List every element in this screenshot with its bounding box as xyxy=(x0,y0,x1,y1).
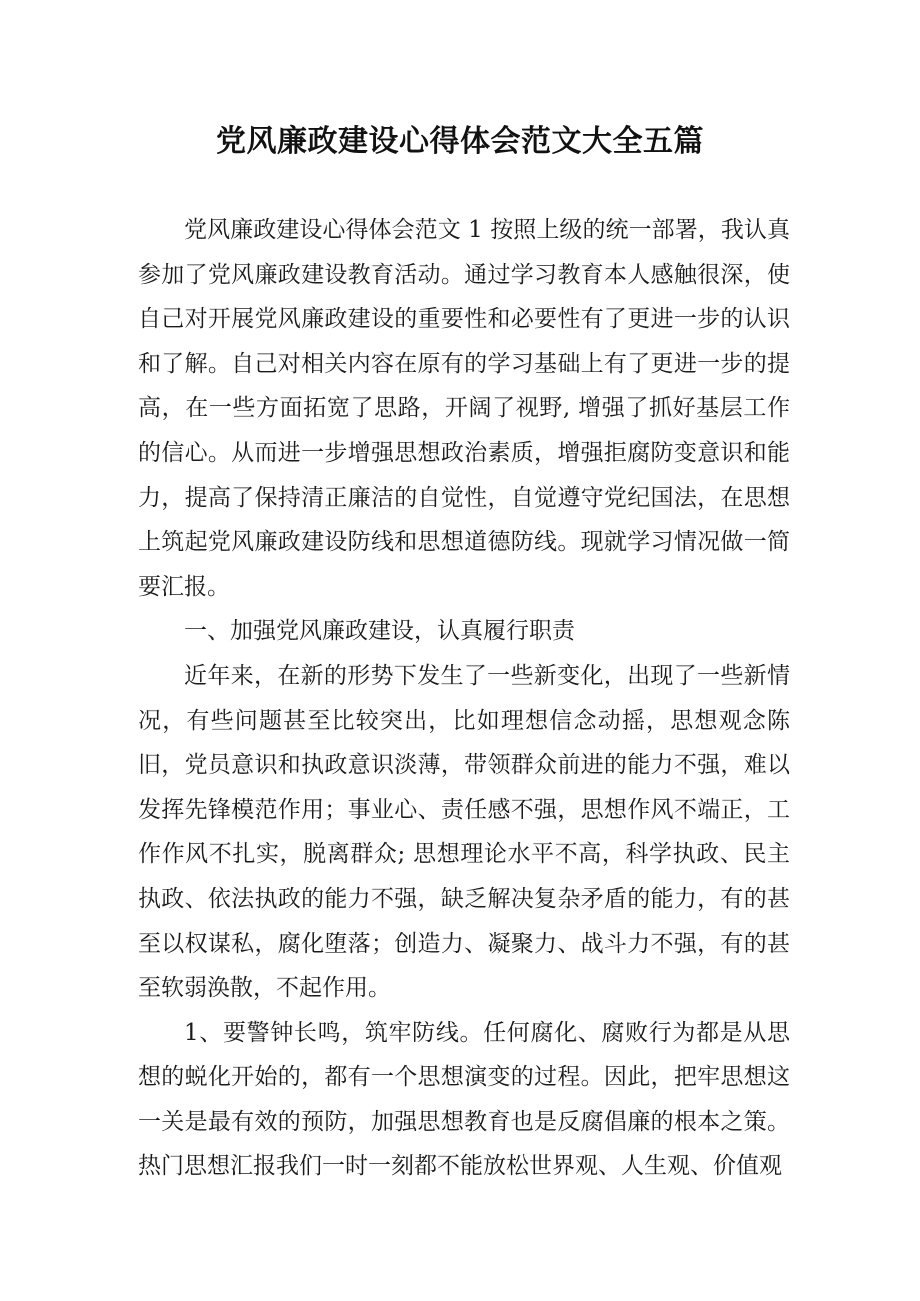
paragraph-intro: 党风廉政建设心得体会范文 1 按照上级的统一部署，我认真参加了党风廉政建设教育活动。通过学习教育本人感触很深，使自己对开展党风廉政建设的重要性和必要性有了更进一步的认识和了解。自己对相关内容在原有的学习基础上有了更进一步的提高，在一些方面拓宽了思路，开阔了视野, 增强了抓好基层工作的信心。从而进一步增强思想政治素质，增强拒腐防变意识和能力，提高了保持清正廉洁的自觉性，自觉遵守党纪国法，在思想上筑起党风廉政建设防线和思想道德防线。现就学习情况做一简要汇报。 xyxy=(138,217,790,600)
section-heading: 一、加强党风廉政建设，认真履行职责 xyxy=(184,618,575,645)
paragraph-situation: 近年来，在新的形势下发生了一些新变化，出现了一些新情况，有些问题甚至比较突出，比如理想信念动摇，思想观念陈旧，党员意识和执政意识淡薄，带领群众前进的能力不强，难以发挥先锋模范作用；事业心、责任感不强，思想作风不端正，工作作风不扎实，脱离群众; 思想理论水平不高，科学执政、民主执政、依法执政的能力不强，缺乏解决复杂矛盾的能力，有的甚至以权谋私，腐化堕落；创造力、凝聚力、战斗力不强，有的甚至软弱涣散，不起作用。 xyxy=(138,662,790,1002)
document-title: 党风廉政建设心得体会范文大全五篇 xyxy=(216,124,704,159)
document-body xyxy=(138,208,790,1189)
paragraph-point-1: 1、要警钟长鸣，筑牢防线。任何腐化、腐败行为都是从思想的蜕化开始的，都有一个思想演变的过程。因此，把牢思想这一关是最有效的预防，加强思想教育也是反腐倡廉的根本之策。热门思想汇报我们一时一刻都不能放松世界观、人生观、价值观 xyxy=(138,1019,790,1180)
